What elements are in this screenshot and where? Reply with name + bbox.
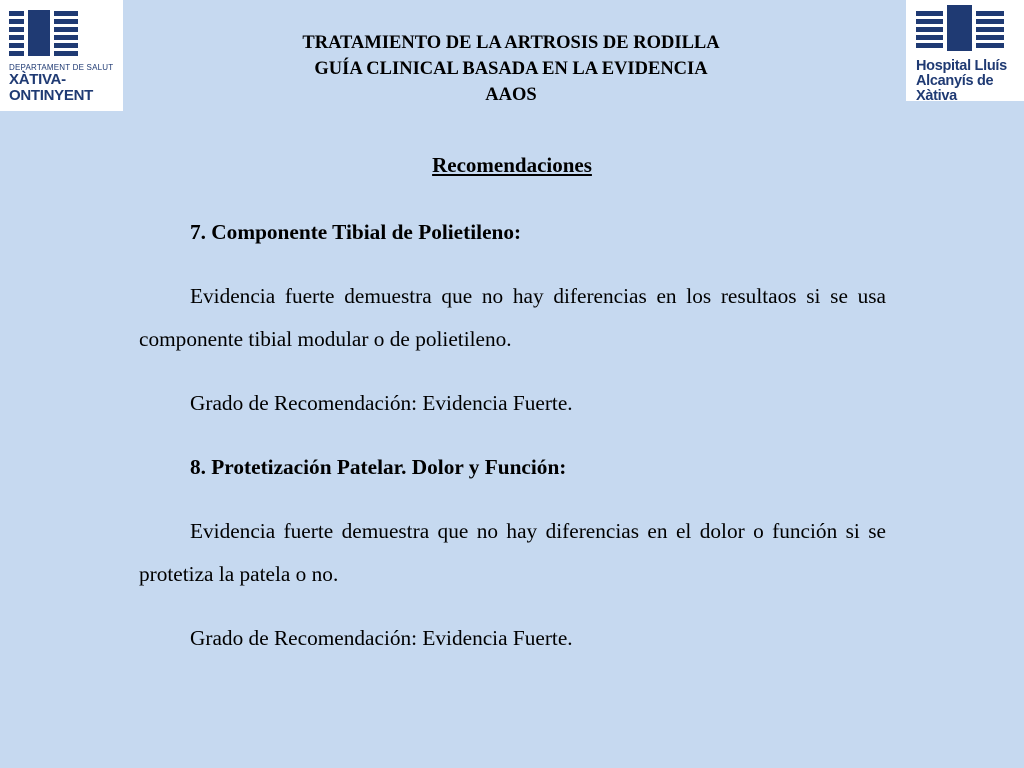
- section-heading: Recomendaciones: [432, 153, 592, 177]
- logo-departament-salut: [0, 0, 123, 111]
- logo-right-line1: Hospital Lluís: [916, 58, 1007, 74]
- recommendation-8-grade: Grado de Recomendación: Evidencia Fuerte.: [190, 626, 573, 650]
- title-line-1: TRATAMIENTO DE LA ARTROSIS DE RODILLA: [302, 33, 720, 53]
- recommendation-7-body: Evidencia fuerte demuestra que no hay diferencias en los resultaos si se usa componente tibial modular o de polietileno.: [139, 284, 886, 351]
- recommendations-list: [139, 211, 886, 681]
- recommendation-7-title: 7. Componente Tibial de Polietileno:: [190, 220, 522, 244]
- building-logo-icon: [9, 10, 81, 56]
- logo-hospital: [906, 0, 1024, 105]
- recommendation-8-body: Evidencia fuerte demuestra que no hay diferencias en el dolor o función si se protetiza la patela o no.: [139, 519, 886, 586]
- building-logo-icon: [916, 5, 1006, 51]
- title-line-2: GUÍA CLINICAL BASADA EN LA EVIDENCIA: [314, 59, 708, 79]
- logo-left-line1: DEPARTAMENT DE SALUT: [9, 63, 114, 72]
- title-line-3: AAOS: [485, 85, 537, 105]
- logo-left-line2: XÀTIVA-ONTINYENT: [9, 71, 93, 105]
- logo-right-line2: Alcanyís de Xàtiva: [916, 73, 994, 105]
- recommendation-8-title: 8. Protetización Patelar. Dolor y Función:: [190, 455, 567, 479]
- recommendation-7-grade: Grado de Recomendación: Evidencia Fuerte.: [190, 391, 573, 415]
- page-title: [211, 30, 811, 108]
